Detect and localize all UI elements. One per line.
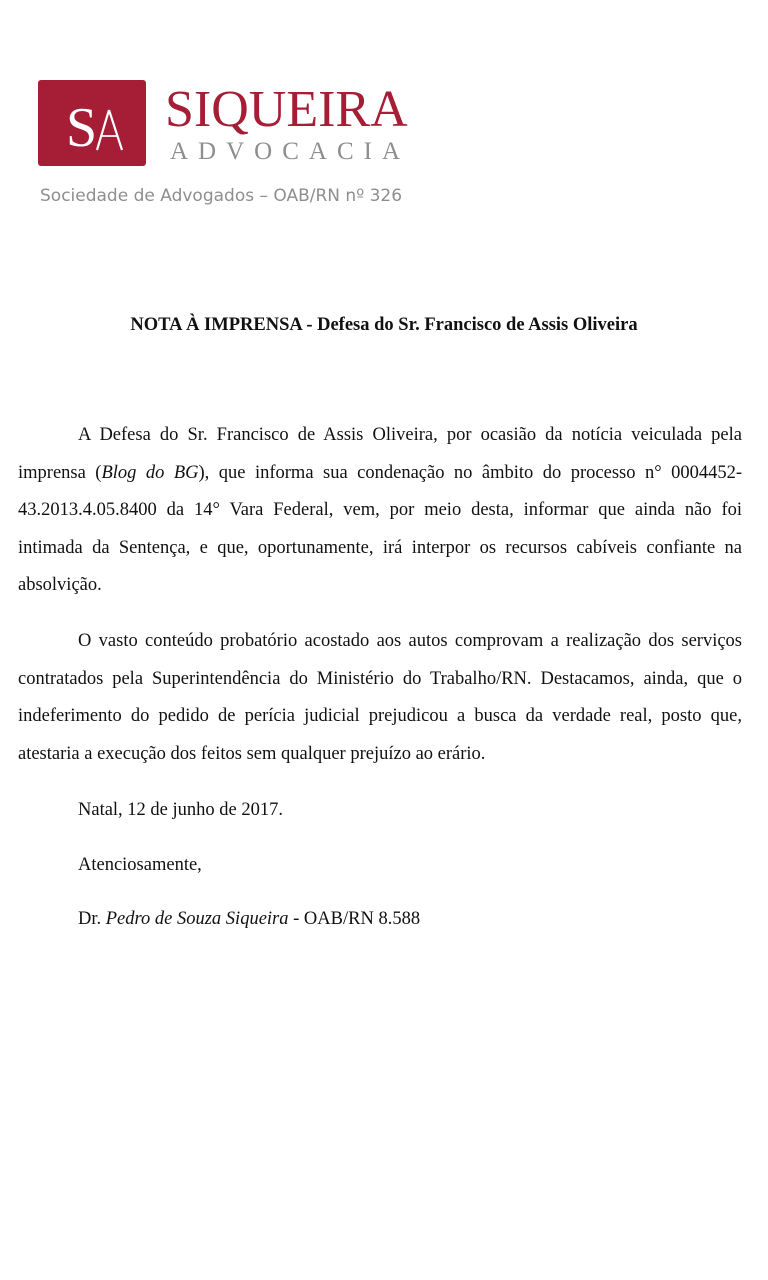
svg-text:S: S: [66, 97, 98, 159]
blog-name: Blog do BG: [101, 462, 199, 483]
closing-line: Atenciosamente,: [78, 855, 202, 875]
brand-subtitle: ADVOCACIA: [170, 138, 410, 165]
date-line: Natal, 12 de junho de 2017.: [78, 800, 283, 820]
signature-line: [78, 906, 420, 932]
document-title: NOTA À IMPRENSA - Defesa do Sr. Francisco de Assis Oliveira: [130, 315, 638, 335]
paragraph-1-text-start: A Defesa do Sr. Francisco de Assis Oliveira, por ocasião da notícia veiculada pela imprensa (: [18, 425, 742, 483]
paragraph-1: [18, 417, 742, 605]
brand-name: SIQUEIRA: [165, 81, 408, 138]
signature-suffix: - OAB/RN 8.588: [288, 909, 421, 929]
logo-monogram: [38, 80, 146, 166]
sa-logo-icon: [38, 80, 146, 166]
signature-prefix: Dr.: [78, 909, 106, 929]
paragraph-1-text-end: ), que informa sua condenação no âmbito do processo n° 0004452-43.2013.4.05.8400 da 14° Vara Federal, vem, por meio desta, informar que ainda não foi intimada da Sentença, e que, oportunamente, irá interpor os recursos cabíveis confiante na absolvição.: [18, 462, 742, 595]
signature-name: Pedro de Souza Siqueira: [105, 909, 289, 929]
paragraph-2: O vasto conteúdo probatório acostado aos autos comprovam a realização dos serviços contratados pela Superintendência do Ministério do Trabalho/RN. Destacamos, ainda, que o indeferimento do pedido de perícia judicial prejudicou a busca da verdade real, posto que, atestaria a execução dos feitos sem qualquer prejuízo ao erário.: [18, 631, 742, 764]
tagline: Sociedade de Advogados – OAB/RN nº 326: [40, 186, 403, 206]
